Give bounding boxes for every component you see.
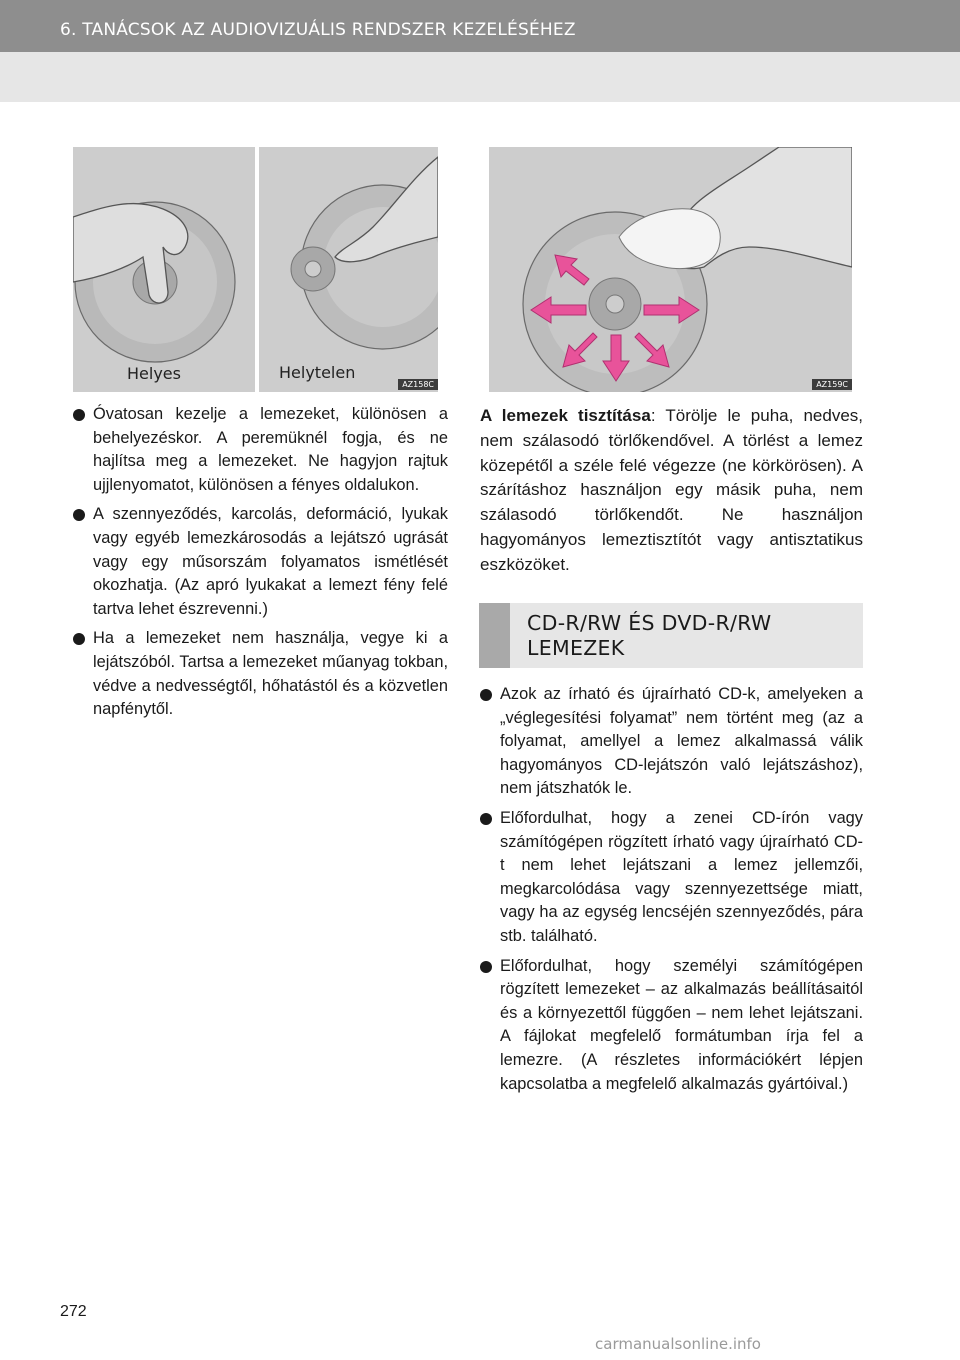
list-item: Óvatosan kezelje a lemezeket, különösen a behelyezéskor. A peremüknél fogja, és ne hajlítsa meg a lemezeket. Ne hagyjon rajtuk ujjlenyomatot, különösen a fényes oldalukon. (73, 403, 448, 497)
cleaning-paragraph (480, 404, 863, 578)
bullet-icon (73, 409, 85, 421)
section-heading (479, 603, 863, 668)
caption-correct: Helyes (127, 364, 181, 383)
bullet-icon (73, 633, 85, 645)
bullet-icon (480, 689, 492, 701)
disc-handling-figure (73, 147, 438, 392)
bullet-icon (73, 509, 85, 521)
section-bar (479, 603, 510, 668)
page-number: 272 (60, 1303, 87, 1320)
right-column (480, 683, 863, 1102)
caption-incorrect: Helytelen (279, 363, 356, 382)
header-subbar (0, 52, 960, 102)
watermark: carmanualsonline.info (595, 1335, 761, 1353)
list-item: A szennyeződés, karcolás, deformáció, lyukak vagy egyéb lemezkárosodás a lejátszó ugrását vagy egy műsorszám folyamatos ismétlését okozhatja. (Az apró lyukakat a lemezt fény felé tartva lehet észrevenni.) (73, 503, 448, 621)
disc-cleaning-illustration (489, 147, 852, 392)
section-title: CD-R/RW ÉS DVD-R/RW LEMEZEK (527, 611, 772, 660)
figure-code: AZ159C (812, 379, 852, 390)
list-item: Előfordulhat, hogy a zenei CD-írón vagy számítógépen rögzített írható vagy újraírható CD-t nem lehet lejátszani a lemez jellemzői, megkarcolódása vagy szennyezettsége miatt, vagy ha az egység lencséjén szennyeződés, pára stb. található. (480, 807, 863, 949)
bullet-icon (480, 813, 492, 825)
left-column (73, 403, 448, 728)
list-item: Ha a lemezeket nem használja, vegye ki a lejátszóból. Tartsa a lemezeket műanyag tokban, védve a nedvességtől, hőhatástól és a közvetlen napfénytől. (73, 627, 448, 721)
cleaning-lead: A lemezek tisztítása (480, 406, 651, 425)
cleaning-text: : Törölje le puha, nedves, nem szálasodó törlőkendővel. A törlést a lemez közepétől a széle felé végezze (ne körkörösen). A szárításhoz használjon egy másik puha, nem szálasodó törlőkendőt. Ne használjon hagyományos lemeztisztítót vagy antisztatikus eszközöket. (480, 406, 864, 574)
chapter-title: 6. TANÁCSOK AZ AUDIOVIZUÁLIS RENDSZER KEZELÉSÉHEZ (60, 20, 576, 40)
list-item: Előfordulhat, hogy személyi számítógépen rögzített lemezeket – az alkalmazás beállításaitól és a környezettől függően – nem lehet lejátszani. A fájlokat megfelelő formátumban írja fel a lemezre. (A részletes információkért lépjen kapcsolatba a megfelelő alkalmazás gyártóival.) (480, 955, 863, 1097)
disc-cleaning-figure (489, 147, 852, 392)
list-item: Azok az írható és újraírható CD-k, amelyeken a „véglegesítési folyamat” nem történt meg (az a folyamat, amellyel a lemez alkalmassá válik hagyományos CD-lejátszón való lejátszáshoz), nem játszhatók le. (480, 683, 863, 801)
disc-handling-illustration (73, 147, 438, 392)
figure-code: AZ158C (398, 379, 438, 390)
header-bar (0, 0, 960, 52)
bullet-icon (480, 961, 492, 973)
